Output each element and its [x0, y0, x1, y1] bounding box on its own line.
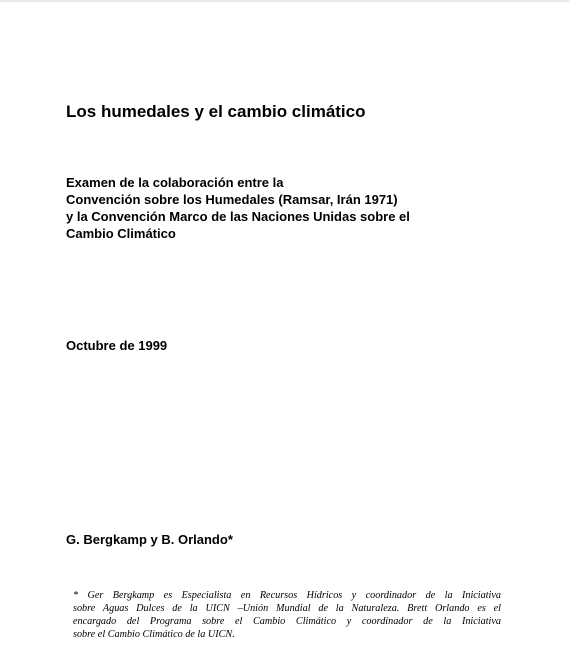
subtitle-line: y la Convención Marco de las Naciones Unidas sobre el: [66, 209, 410, 224]
document-title: Los humedales y el cambio climático: [66, 102, 366, 121]
document-subtitle: [66, 174, 486, 242]
document-authors: G. Bergkamp y B. Orlando*: [66, 532, 233, 547]
page-top-edge: [0, 0, 569, 2]
document-date: Octubre de 1999: [66, 338, 168, 353]
footnote-line: * Ger Bergkamp es Especialista en Recursos Hídricos y coordinador de la Iniciativa: [73, 590, 501, 601]
subtitle-line: Examen de la colaboración entre la: [66, 175, 284, 190]
footnote-line: sobre el Cambio Climático de la UICN.: [73, 629, 235, 640]
subtitle-line: Cambio Climático: [66, 226, 176, 241]
footnote-line: encargado del Programa sobre el Cambio Climático y coordinador de la Iniciativa: [73, 616, 501, 627]
author-footnote: [73, 589, 501, 641]
footnote-line: sobre Aguas Dulces de la UICN –Unión Mundial de la Naturaleza. Brett Orlando es el: [73, 603, 501, 614]
subtitle-line: Convención sobre los Humedales (Ramsar, Irán 1971): [66, 192, 398, 207]
